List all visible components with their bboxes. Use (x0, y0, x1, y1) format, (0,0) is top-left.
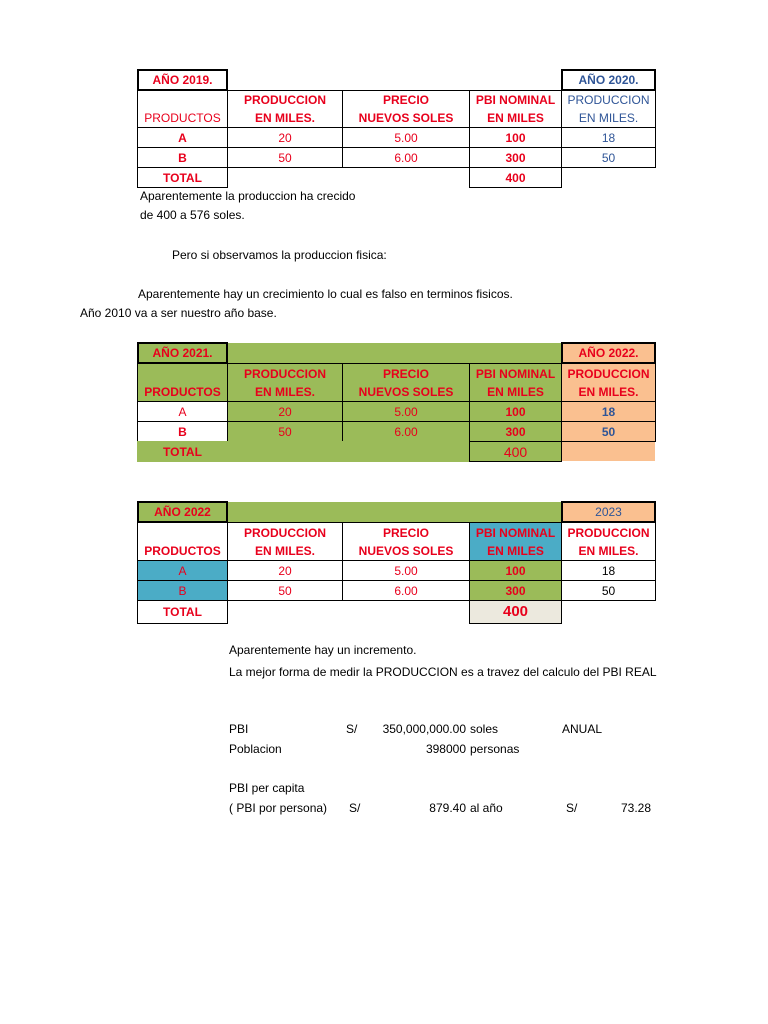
pbi-label: PBI (229, 722, 249, 736)
row-a-prod: 20 (227, 401, 343, 422)
pbi-nominal-header (469, 90, 562, 128)
row-a-prod2022: 18 (561, 401, 656, 422)
header-line: EN MILES. (254, 111, 315, 125)
poblacion-value: 398000 (425, 742, 466, 756)
row-a-name: A (137, 127, 228, 148)
total-band (227, 441, 470, 462)
year-2022-label: AÑO 2022. (561, 342, 656, 364)
row-b-name: B (137, 421, 228, 442)
header-band (227, 502, 562, 522)
header-line: EN MILES. (254, 384, 315, 399)
row-b-pbi: 300 (469, 421, 562, 442)
header-line: EN MILES. (578, 111, 639, 125)
note-clip (229, 660, 658, 680)
header-line: PBI NOMINAL (475, 525, 556, 540)
pbi-nominal-header (469, 363, 562, 402)
year-2023-label: 2023 (561, 501, 656, 523)
row-a-name: A (137, 560, 228, 581)
row-b-pbi: 300 (469, 580, 562, 601)
row-b-name: B (137, 580, 228, 601)
total-peach-cell (562, 442, 655, 461)
pc-sublabel: ( PBI por persona) (229, 801, 328, 815)
header-line: NUEVOS SOLES (358, 111, 454, 125)
header-line: PBI NOMINAL (475, 366, 556, 381)
header-line: NUEVOS SOLES (358, 543, 454, 558)
row-a-prod: 20 (227, 127, 343, 148)
productos-header (137, 90, 228, 128)
pc-monthly: 73.28 (620, 801, 651, 815)
header-line: PBI NOMINAL (475, 93, 556, 107)
note-line: Aparentemente la produccion ha crecido (140, 189, 356, 203)
row-b-prod2023: 50 (561, 580, 656, 601)
header-band (227, 343, 562, 363)
productos-header (137, 522, 228, 561)
header-line: PRODUCCION (567, 366, 650, 381)
produccion-2022-header (561, 363, 656, 402)
produccion-header (227, 90, 343, 128)
year-2022-label: AÑO 2022 (137, 501, 228, 523)
year-2021-label: AÑO 2021. (137, 342, 228, 364)
row-b-precio: 6.00 (342, 421, 470, 442)
header-line: PRODUCCION (243, 525, 326, 540)
productos-label: PRODUCTOS (144, 111, 221, 125)
row-b-pbi: 300 (469, 147, 562, 168)
pc-value: 879.40 (429, 801, 466, 815)
pbi-nominal-header (469, 522, 562, 561)
header-line: EN MILES. (254, 543, 315, 558)
header-line: EN MILES (487, 384, 544, 399)
productos-label: PRODUCTOS (144, 385, 221, 399)
productos-header (137, 363, 228, 402)
row-a-pbi: 100 (469, 560, 562, 581)
produccion-2020-header (561, 90, 656, 128)
header-line: PRECIO (382, 93, 429, 107)
header-line: PRODUCCION (567, 93, 650, 107)
produccion-header (227, 522, 343, 561)
row-b-precio: 6.00 (342, 580, 470, 601)
year-2020-label: AÑO 2020. (561, 69, 656, 91)
pbi-currency: S/ (346, 722, 358, 736)
total-label: TOTAL (137, 600, 228, 624)
pc-currency: S/ (349, 801, 361, 815)
pbi-period: ANUAL (562, 722, 603, 736)
header-line: EN MILES. (578, 543, 639, 558)
pc-currency-2: S/ (566, 801, 578, 815)
row-b-precio: 6.00 (342, 147, 470, 168)
total-value: 400 (469, 600, 562, 624)
row-a-prod: 20 (227, 560, 343, 581)
row-b-prod2022: 50 (561, 421, 656, 442)
produccion-header (227, 363, 343, 402)
row-b-prod2020: 50 (561, 147, 656, 168)
header-line: EN MILES (487, 543, 544, 558)
pc-label: PBI per capita (229, 781, 305, 795)
note-line: Pero si observamos la produccion fisica: (172, 248, 387, 262)
note-line: Año 2010 va a ser nuestro año base. (80, 306, 277, 320)
row-a-prod2020: 18 (561, 127, 656, 148)
pc-unit: al año (470, 801, 503, 815)
precio-header (342, 522, 470, 561)
total-value: 400 (469, 167, 562, 188)
header-line: PRODUCCION (243, 93, 326, 107)
poblacion-label: Poblacion (229, 742, 282, 756)
row-a-prod2023: 18 (561, 560, 656, 581)
total-value: 400 (469, 441, 562, 462)
header-line: EN MILES (487, 111, 544, 125)
note-line: Aparentemente hay un incremento. (229, 643, 417, 657)
row-a-precio: 5.00 (342, 127, 470, 148)
header-line: PRODUCCION (567, 525, 650, 540)
precio-header (342, 90, 470, 128)
header-line: PRODUCCION (243, 366, 326, 381)
pbi-value: 350,000,000.00 (382, 722, 466, 736)
row-b-prod: 50 (227, 421, 343, 442)
precio-header (342, 363, 470, 402)
row-a-name: A (137, 401, 228, 422)
row-b-name: B (137, 147, 228, 168)
note-line: La mejor forma de medir la PRODUCCION es a travez del calculo del PBI REAL (229, 665, 657, 679)
total-label: TOTAL (137, 167, 228, 188)
note-line: de 400 a 576 soles. (140, 208, 245, 222)
year-2019-label: AÑO 2019. (137, 69, 228, 91)
row-b-prod: 50 (227, 147, 343, 168)
pbi-unit: soles (470, 722, 499, 736)
row-a-pbi: 100 (469, 127, 562, 148)
header-line: NUEVOS SOLES (358, 384, 454, 399)
total-label: TOTAL (137, 441, 228, 462)
row-a-pbi: 100 (469, 401, 562, 422)
row-a-precio: 5.00 (342, 560, 470, 581)
header-line: EN MILES. (578, 384, 639, 399)
header-line: PRECIO (382, 366, 429, 381)
row-a-precio: 5.00 (342, 401, 470, 422)
productos-label: PRODUCTOS (144, 544, 221, 558)
row-b-prod: 50 (227, 580, 343, 601)
header-line: PRECIO (382, 525, 429, 540)
poblacion-unit: personas (470, 742, 520, 756)
produccion-2023-header (561, 522, 656, 561)
note-line: Aparentemente hay un crecimiento lo cual es falso en terminos fisicos. (138, 287, 513, 301)
